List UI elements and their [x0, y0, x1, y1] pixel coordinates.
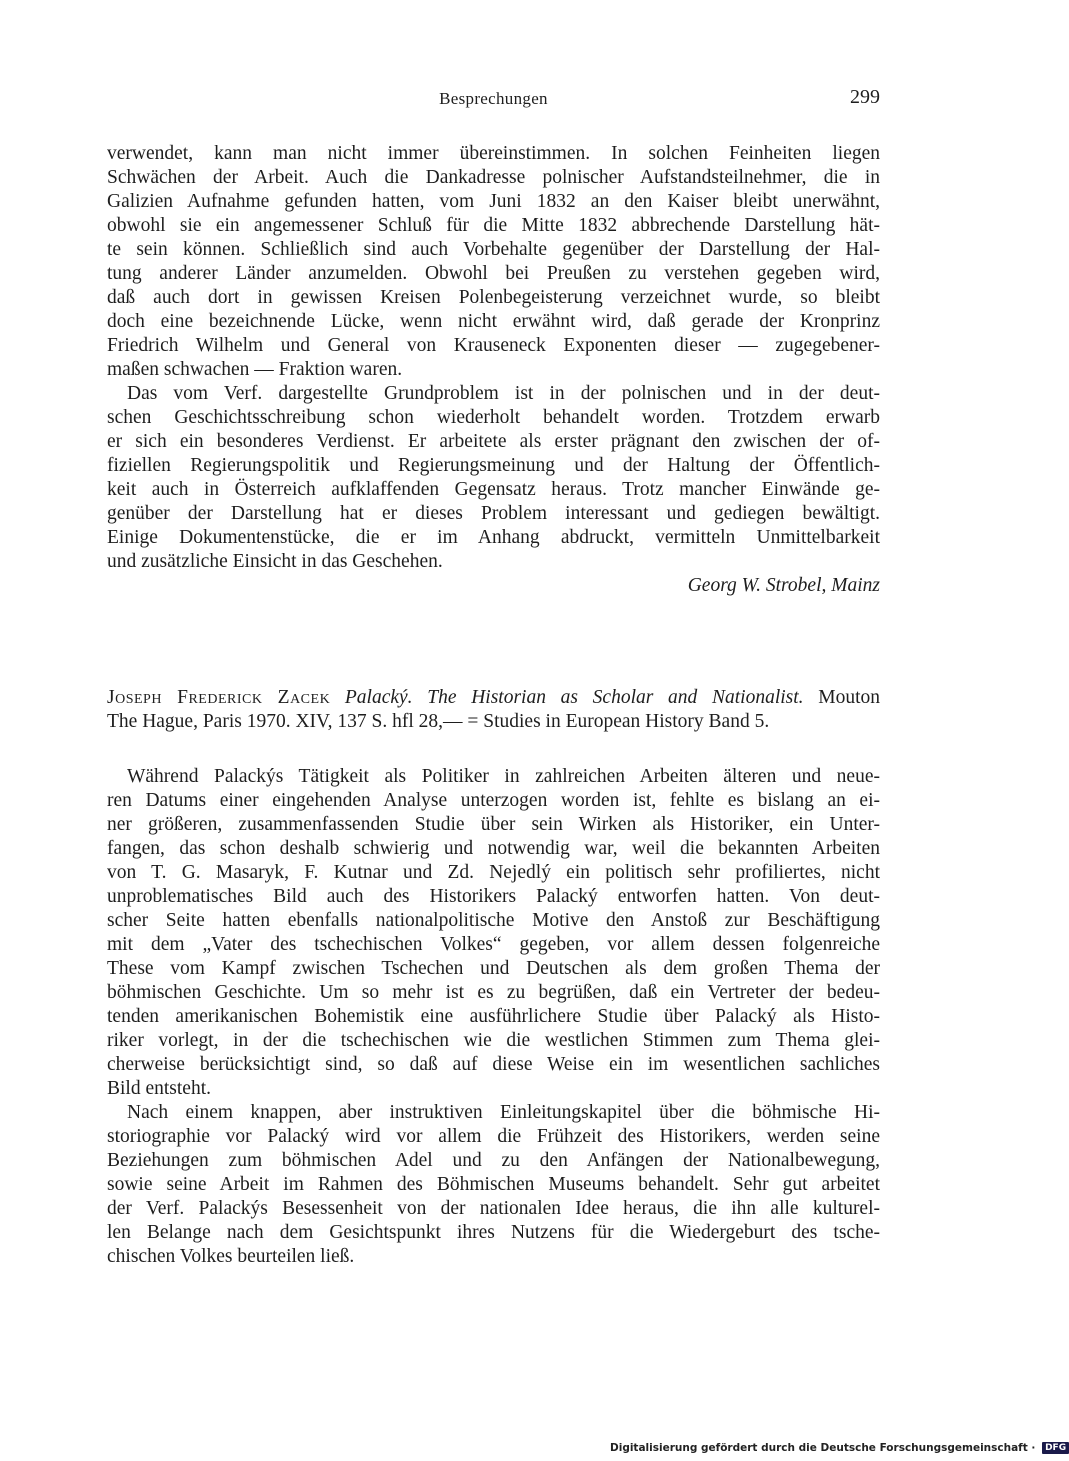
reviewer-signature: Georg W. Strobel, Mainz	[687, 575, 880, 596]
text-line: Nach einem knappen, aber instruktiven Einleitungskapitel über die böhmische Hi-	[127, 1102, 880, 1123]
text-line: Schwächen der Arbeit. Auch die Dankadresse polnischer Aufstandsteilnehmer, die in	[107, 167, 880, 188]
text-line: obwohl sie ein angemessener Schluß für die Mitte 1832 abbrechende Darstellung hät-	[107, 215, 880, 236]
running-header	[107, 86, 880, 116]
text-line: Während Palackýs Tätigkeit als Politiker in zahlreichen Arbeiten älteren und neue-	[127, 766, 880, 787]
text-line: tung anderer Länder anzumelden. Obwohl bei Preußen zu verstehen gegeben wird,	[107, 263, 880, 284]
text-line: von T. G. Masaryk, F. Kutnar und Zd. Nejedlý ein politisch sehr profiliertes, nicht	[107, 862, 880, 883]
page-number: 299	[850, 86, 880, 108]
footer-credit: Digitalisierung gefördert durch die Deutsche Forschungsgemeinschaft ·	[610, 1442, 1036, 1454]
text-line: böhmischen Geschichte. Um so mehr ist es zu begrüßen, daß ein Vertreter der bedeu-	[107, 982, 880, 1003]
digitization-footer	[610, 1442, 1069, 1458]
text-line: unproblematisches Bild auch des Historikers Palacký entworfen hatten. Von deut-	[107, 886, 880, 907]
text-line: er sich ein besonderes Verdienst. Er arbeitete als erster prägnant den zwischen der of-	[107, 431, 880, 452]
text-line: Galizien Aufnahme gefunden hatten, vom Juni 1832 an den Kaiser bleibt unerwähnt,	[107, 191, 880, 212]
book-publisher: Mouton	[803, 687, 880, 708]
dfg-logo	[1042, 1442, 1069, 1454]
text-line: maßen schwachen — Fraktion waren.	[107, 359, 403, 380]
text-line: te sein können. Schließlich sind auch Vorbehalte gegenüber der Darstellung der Hal-	[107, 239, 880, 260]
text-line: verwendet, kann man nicht immer übereinstimmen. In solchen Feinheiten liegen	[107, 143, 880, 164]
text-line: Beziehungen zum böhmischen Adel und zu den Anfängen der Nationalbewegung,	[107, 1150, 880, 1171]
dfg-logo-text: DFG	[1045, 1443, 1067, 1453]
book-title: Palacký. The Historian as Scholar and Nationalist.	[344, 687, 804, 708]
text-line: und zusätzliche Einsicht in das Geschehen.	[107, 551, 443, 572]
text-line: fangen, das schon deshalb schwierig und notwendig war, weil die bekannten Arbeiten	[107, 838, 880, 859]
text-line: keit auch in Österreich aufklaffenden Gegensatz heraus. Trotz mancher Einwände ge-	[107, 479, 880, 500]
text-line: chischen Volkes beurteilen ließ.	[107, 1246, 355, 1267]
text-line: genüber der Darstellung hat er dieses Problem interessant und gediegen bewältigt.	[107, 503, 880, 524]
text-line: scher Seite hatten ebenfalls nationalpolitische Motive den Anstoß zur Beschäftigung	[107, 910, 880, 931]
bibliographic-entry-line1	[107, 686, 880, 710]
text-line: Bild entsteht.	[107, 1078, 211, 1099]
text-line: cherweise berücksichtigt sind, so daß auf diese Weise ein im wesentlichen sachliches	[107, 1054, 880, 1075]
text-line: Einige Dokumentenstücke, die er im Anhang abdruckt, vermitteln Unmittelbarkeit	[107, 527, 880, 548]
text-line: Das vom Verf. dargestellte Grundproblem ist in der polnischen und in der deut-	[127, 383, 880, 404]
text-line: schen Geschichtsschreibung schon wiederholt behandelt worden. Trotzdem erwarb	[107, 407, 880, 428]
text-line: fiziellen Regierungspolitik und Regierungsmeinung und der Haltung der Öffentlich-	[107, 455, 880, 476]
text-line: ner größeren, zusammenfassenden Studie über sein Wirken als Historiker, ein Unter-	[107, 814, 880, 835]
text-line: sowie seine Arbeit im Rahmen des Böhmischen Museums behandelt. Sehr gut arbeitet	[107, 1174, 880, 1195]
text-line: der Verf. Palackýs Besessenheit von der nationalen Idee heraus, die ihn alle kulturel-	[107, 1198, 880, 1219]
text-line: mit dem „Vater des tschechischen Volkes“ gegeben, vor allem dessen folgenreiche	[107, 934, 880, 955]
text-line: riker vorlegt, in der die tschechischen wie die westlichen Stimmen zum Thema glei-	[107, 1030, 880, 1051]
text-line: storiographie vor Palacký wird vor allem die Frühzeit des Historikers, werden seine	[107, 1126, 880, 1147]
text-line: doch eine bezeichnende Lücke, wenn nicht erwähnt wird, daß gerade der Kronprinz	[107, 311, 880, 332]
text-line: ren Datums einer eingehenden Analyse unterzogen worden ist, fehlte es bislang an ei-	[107, 790, 880, 811]
text-line: Friedrich Wilhelm und General von Krauseneck Exponenten dieser — zugegebener-	[107, 335, 880, 356]
text-line: daß auch dort in gewissen Kreisen Polenbegeisterung verzeichnet wurde, so bleibt	[107, 287, 880, 308]
bibliographic-entry-line2: The Hague, Paris 1970. XIV, 137 S. hfl 28,— = Studies in European History Band 5.	[107, 711, 770, 732]
text-line: These vom Kampf zwischen Tschechen und Deutschen als dem großen Thema der	[107, 958, 880, 979]
text-line: tenden amerikanischen Bohemistik eine ausführlichere Studie über Palacký als Histo-	[107, 1006, 880, 1027]
running-title: Besprechungen	[439, 89, 548, 108]
book-author: Joseph Frederick Zacek	[107, 687, 331, 708]
text-line: len Belange nach dem Gesichtspunkt ihres Nutzens für die Wiedergeburt des tsche-	[107, 1222, 880, 1243]
